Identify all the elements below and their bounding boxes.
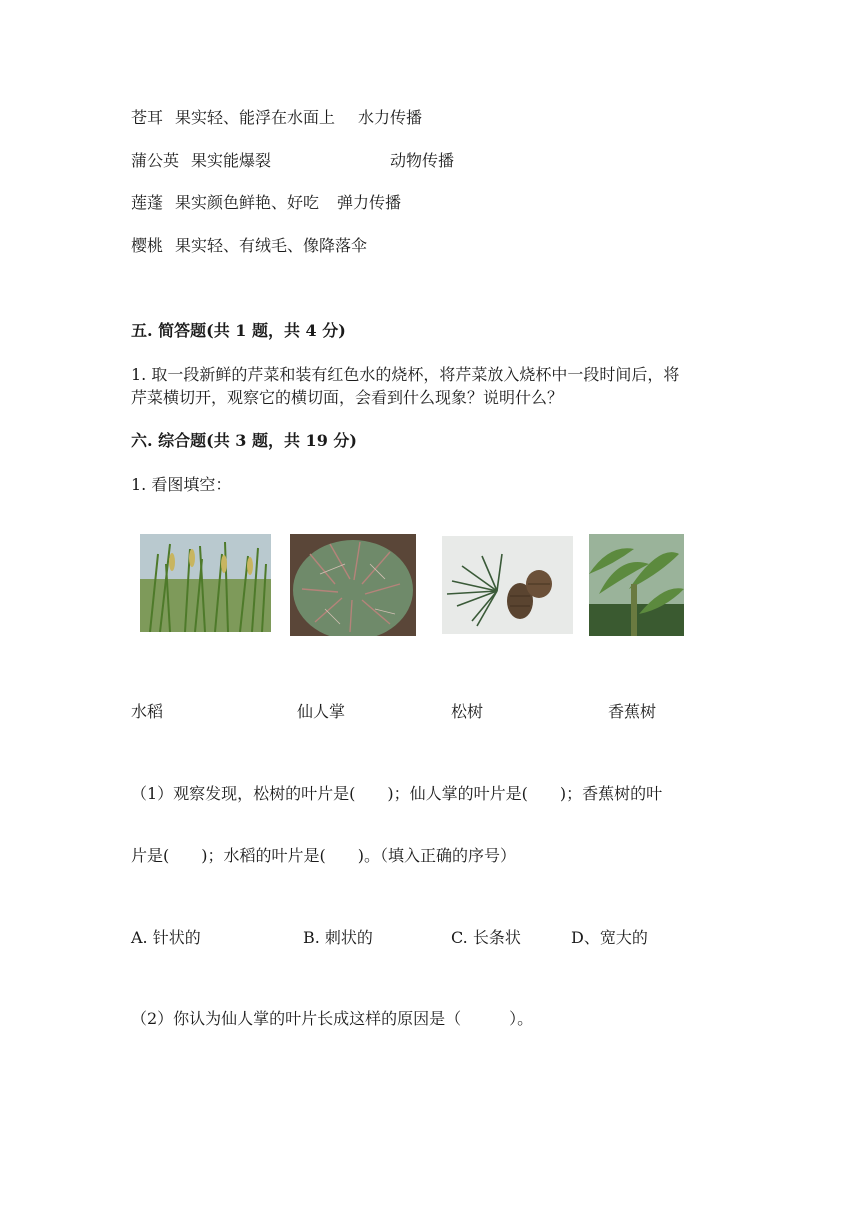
pine-tree-image xyxy=(442,536,573,634)
plant-label-pine: 松树 xyxy=(451,702,484,721)
sub-question-1-line: （1）观察发现，松树的叶片是( )；仙人掌的叶片是( )；香蕉树的叶 xyxy=(131,784,663,803)
sub-question-1-line: 片是( )；水稻的叶片是( )。（填入正确的序号） xyxy=(131,846,516,865)
option-b: B. 刺状的 xyxy=(303,928,373,947)
option-a: A. 针状的 xyxy=(131,928,201,947)
matching-item: 苍耳 xyxy=(131,108,164,127)
matching-method: 动物传播 xyxy=(390,151,455,170)
option-c: C. 长条状 xyxy=(451,928,521,947)
matching-item: 蒲公英 xyxy=(131,151,180,170)
matching-feature: 果实轻、能浮在水面上 xyxy=(175,108,336,127)
question-text-line: 芹菜横切开，观察它的横切面，会看到什么现象？说明什么？ xyxy=(131,388,564,407)
matching-item: 樱桃 xyxy=(131,236,164,255)
rice-plant-image xyxy=(140,534,271,632)
section-5-title: 五. 简答题(共 1 题，共 4 分) xyxy=(131,321,346,340)
cactus-image xyxy=(290,534,416,636)
sub-question-2: （2）你认为仙人掌的叶片长成这样的原因是（ ）。 xyxy=(131,1009,534,1028)
question-label: 1. 看图填空： xyxy=(131,475,232,494)
plant-label-cactus: 仙人掌 xyxy=(297,702,346,721)
section-6-title: 六. 综合题(共 3 题，共 19 分) xyxy=(131,431,357,450)
plant-label-rice: 水稻 xyxy=(131,702,164,721)
plant-label-banana: 香蕉树 xyxy=(608,702,657,721)
matching-item: 莲蓬 xyxy=(131,193,164,212)
matching-feature: 果实能爆裂 xyxy=(191,151,272,170)
banana-tree-image xyxy=(589,534,684,636)
matching-method: 弹力传播 xyxy=(337,193,402,212)
option-d: D、宽大的 xyxy=(571,928,648,947)
matching-method: 水力传播 xyxy=(358,108,423,127)
matching-feature: 果实轻、有绒毛、像降落伞 xyxy=(175,236,368,255)
question-text-line: 1. 取一段新鲜的芹菜和装有红色水的烧杯，将芹菜放入烧杯中一段时间后，将 xyxy=(131,365,680,384)
matching-feature: 果实颜色鲜艳、好吃 xyxy=(175,193,320,212)
